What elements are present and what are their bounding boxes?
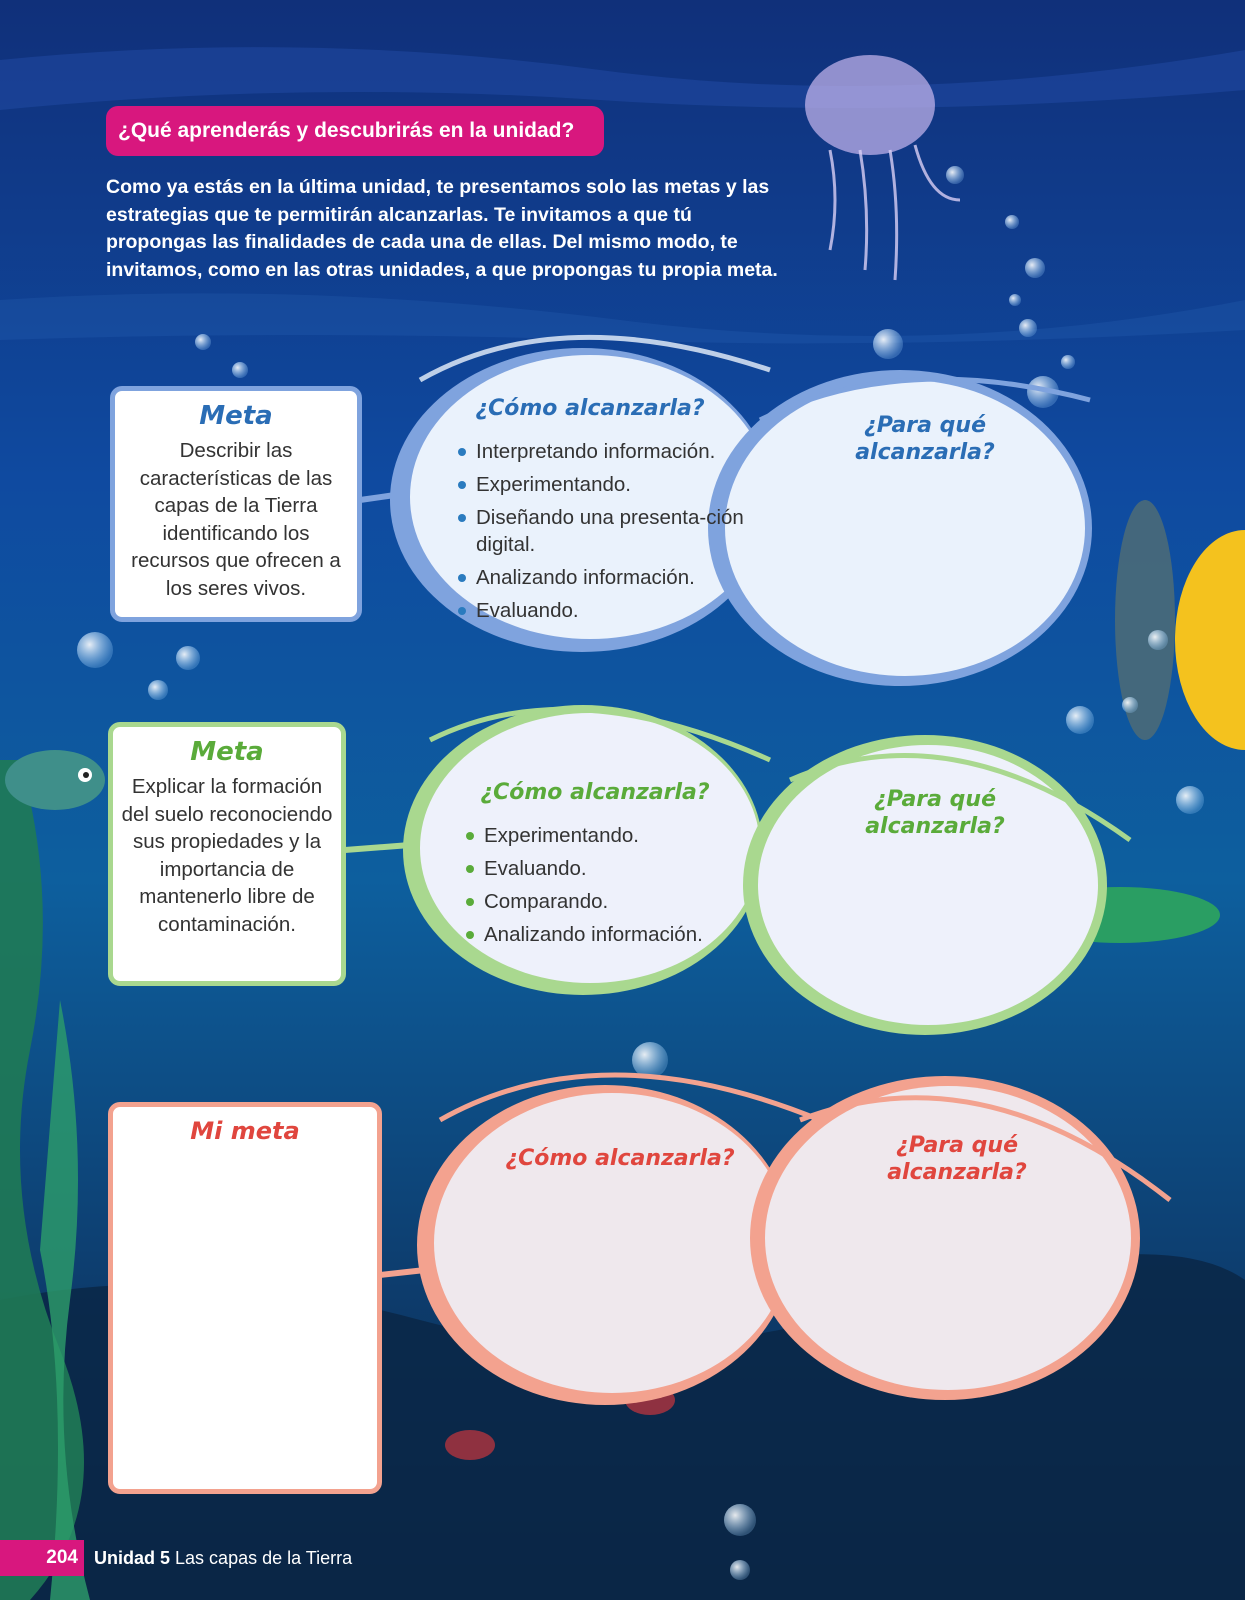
page-number: 204 [0,1540,84,1576]
goal-text: Describir las características de las capas de la Tierra identificando los recursos que ofrecen a los seres vivos. [131,439,341,600]
list-item: Interpretando información. [458,438,748,465]
list-item: Analizando información. [466,921,746,948]
why-title: ¿Para qué alcanzarla? [855,413,995,465]
how-list [458,438,748,630]
how-list [466,822,746,954]
how-title: ¿Cómo alcanzarla? [480,780,710,805]
my-goal-card[interactable] [108,1102,382,1494]
list-item: Diseñando una presenta-ción digital. [458,504,748,558]
list-item: Evaluando. [458,597,748,624]
why-title: ¿Para qué alcanzarla? [865,787,1005,839]
list-item: Experimentando. [466,822,746,849]
list-item: Experimentando. [458,471,748,498]
list-item: Analizando información. [458,564,748,591]
unit-footer [94,1540,352,1576]
intro-paragraph: Como ya estás en la última unidad, te presentamos solo las metas y las estrategias que te permitirán alcanzarlas. Te invitamos a que tú propongas las finalidades de cada una de ellas. Del mismo modo, te invitamos, como en las otras unidades, a que propongas tu propia meta. [106,176,778,281]
how-title: ¿Cómo alcanzarla? [505,1146,735,1171]
goal-text: Explicar la formación del suelo reconociendo sus propiedades y la importancia de mantenerlo libre de contaminación. [121,775,333,936]
list-item: Comparando. [466,888,746,915]
why-title: ¿Para qué alcanzarla? [887,1133,1027,1185]
goal-card-1 [110,386,362,622]
unit-label: Unidad 5 [94,1548,171,1568]
section-title: ¿Qué aprenderás y descubrirás en la unidad? [106,106,604,156]
goal-label: Meta [190,737,264,767]
list-item: Evaluando. [466,855,746,882]
how-title: ¿Cómo alcanzarla? [475,396,705,421]
goal-label: Meta [199,401,273,431]
goal-card-2 [108,722,346,986]
goal-label: Mi meta [190,1117,300,1145]
unit-name: Las capas de la Tierra [175,1548,353,1568]
